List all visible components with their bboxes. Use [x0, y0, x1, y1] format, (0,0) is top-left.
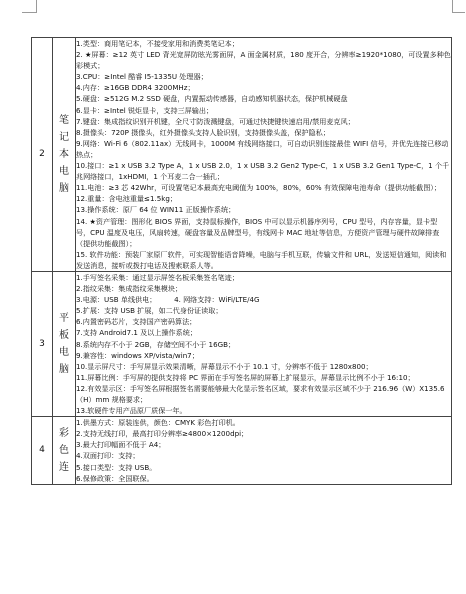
spec-line: 1.手写签名采集：通过显示屏签名板采集签名笔迹； [76, 272, 239, 282]
item-name-char: 色 [59, 444, 69, 456]
item-name-char: 笔 [59, 114, 69, 126]
row-number: 3 [32, 271, 53, 416]
spec-line: 4.双面打印：支持； [76, 451, 140, 461]
spec-line: 9.兼容性：windows XP/vista/win7； [76, 350, 199, 360]
item-name-char: 板 [59, 330, 69, 342]
spec-line: 5.硬盘：≥512G M.2 SSD 硬盘，内置振动传感器，自动感知机器状态，保护机械硬盘 [76, 94, 348, 104]
spec-line: 6.内置密码芯片，支持国产密码算法； [76, 317, 197, 327]
spec-line: 3.最大打印幅面不低于 A4； [76, 440, 166, 450]
spec-line: 5.接口类型：支持 USB。 [76, 462, 157, 472]
spec-line: 2.支持无线打印，最高打印分辨率≥4800×1200dpi； [76, 429, 249, 439]
spec-line: 3.CPU：≥Intel 酷睿 I5-1335U 处理器； [76, 72, 208, 82]
page-corner-mark-left [22, 0, 37, 13]
item-name [53, 271, 76, 416]
spec-line: 11.屏幕比例：手写屏的提供支持将 PC 界面在手写签名屏的屏幕上扩展显示，屏幕显示比例不小于 16:10； [76, 372, 415, 382]
spec-line: 13.软硬件专用产品原厂质保一年。 [76, 406, 187, 416]
item-name-char: 电 [59, 347, 69, 359]
spec-line: 12.有效显示区：手写签名屏根据签名需要能够最大化显示签名区域，要求有效显示区域不少于 216.96（W）X135.6（H）mm 规格要求； [76, 383, 445, 404]
spec-line: 2.指纹采集：集成指纹采集模块； [76, 284, 183, 294]
row-number: 4 [32, 417, 53, 485]
spec-line: 10.接口：≥1 x USB 3.2 Type A，1 x USB 2.0，1 x USB 3.2 Gen2 Type-C，1 x USB 3.2 Gen1 Type-C，1 个千兆网络接口，1xHDMI，1 个耳麦二合一插孔； [76, 161, 450, 182]
spec-description [76, 271, 452, 416]
spec-description [76, 38, 452, 272]
spec-line: 5.扩展：支持 USB 扩展，如二代身份证读取； [76, 306, 223, 316]
table-row [32, 417, 452, 485]
spec-line: 11.电池：≥3 芯 42Whr，可设置笔记本最高充电阈值为 100%，80%，60% 有效保障电池寿命（提供功能截图）； [76, 183, 441, 193]
page-corner-mark-right [452, 0, 465, 13]
spec-line: 13.操作系统：原厂 64 位 WIN11 正版操作系统； [76, 205, 236, 215]
spec-line: 12.重量：含电池重量≤1.5kg； [76, 194, 177, 204]
table-row [32, 38, 452, 272]
item-name-char: 连 [59, 461, 69, 473]
item-name [53, 38, 76, 272]
spec-line: 6.保修政策：全国联保。 [76, 473, 154, 483]
spec-table-body [32, 38, 452, 485]
item-name-char: 平 [59, 313, 69, 325]
spec-line: 10.显示屏尺寸：手写屏显示效果清晰，屏幕显示不小于 10.1 寸，分辨率不低于 1280x800； [76, 361, 373, 371]
table-row [32, 271, 452, 416]
spec-line: 1.供墨方式：原装连供，颜色：CMYK 彩色打印机。 [76, 418, 240, 428]
spec-line: 15. 软件功能：预装厂家原厂软件，可实现智能语音降噪，电脑与手机互联，传输文件和 URL，发送短信通知，阅读和发送消息，接听或拨打电话及搜索联系人等。 [76, 249, 447, 270]
spec-line: 4.内存：≥16GB DDR4 3200MHz； [76, 83, 195, 93]
item-name [53, 417, 76, 485]
spec-description [76, 417, 452, 485]
spec-line: 7.支持 Android7.1 及以上操作系统； [76, 328, 197, 338]
item-name-char: 本 [59, 148, 69, 160]
spec-line: 7.键盘：集成指纹识别开机键，全尺寸防泼溅键盘，可通过快捷键快速启用/禁用麦克风； [76, 116, 355, 126]
spec-line: 2. ★屏幕：≥12 英寸 LED 背光宽屏防眩光雾面屏，A 面金属材质，180 度开合，分辨率≥1920*1080，可设置多种色彩模式； [76, 50, 451, 71]
spec-line: 9.网络：Wi-Fi 6（802.11ax）无线网卡，1000M 有线网络接口，可自动识别连接最佳 WIFI 信号，并优先连接已移动热点； [76, 138, 449, 159]
spec-line: 8.摄像头：720P 摄像头，红外摄像头支持人脸识别，支持摄像头盖，保护隐私； [76, 127, 330, 137]
item-name-char: 记 [59, 131, 69, 143]
item-name-char: 彩 [59, 427, 69, 439]
item-name-char: 脑 [59, 182, 69, 194]
item-name-char: 电 [59, 165, 69, 177]
item-name-char: 脑 [59, 364, 69, 376]
row-number: 2 [32, 38, 53, 272]
spec-line: 14. ★资产管理：图形化 BIOS 界面，支持鼠标操作，BIOS 中可以显示机器序列号，CPU 型号，内存容量，显卡型号，CPU 温度及电压，风扇转速，硬盘容量及品牌型号，有线网卡 MAC 地址等信息，方便资产管理与硬件故障排查（提供功能截图）； [76, 216, 440, 248]
spec-table [31, 37, 452, 485]
spec-line: 8.系统内存不小于 2GB，存储空间不小于 16GB； [76, 339, 236, 349]
spec-line: 1.类型：商用笔记本，不接受家用和消费类笔记本； [76, 39, 239, 48]
spec-line: 3.电源：USB 单线供电； 4. 网络支持：WiFi/LTE/4G [76, 295, 260, 305]
spec-line: 6.显卡：≥Intel 锐炬显卡，支持三屏输出； [76, 105, 214, 115]
